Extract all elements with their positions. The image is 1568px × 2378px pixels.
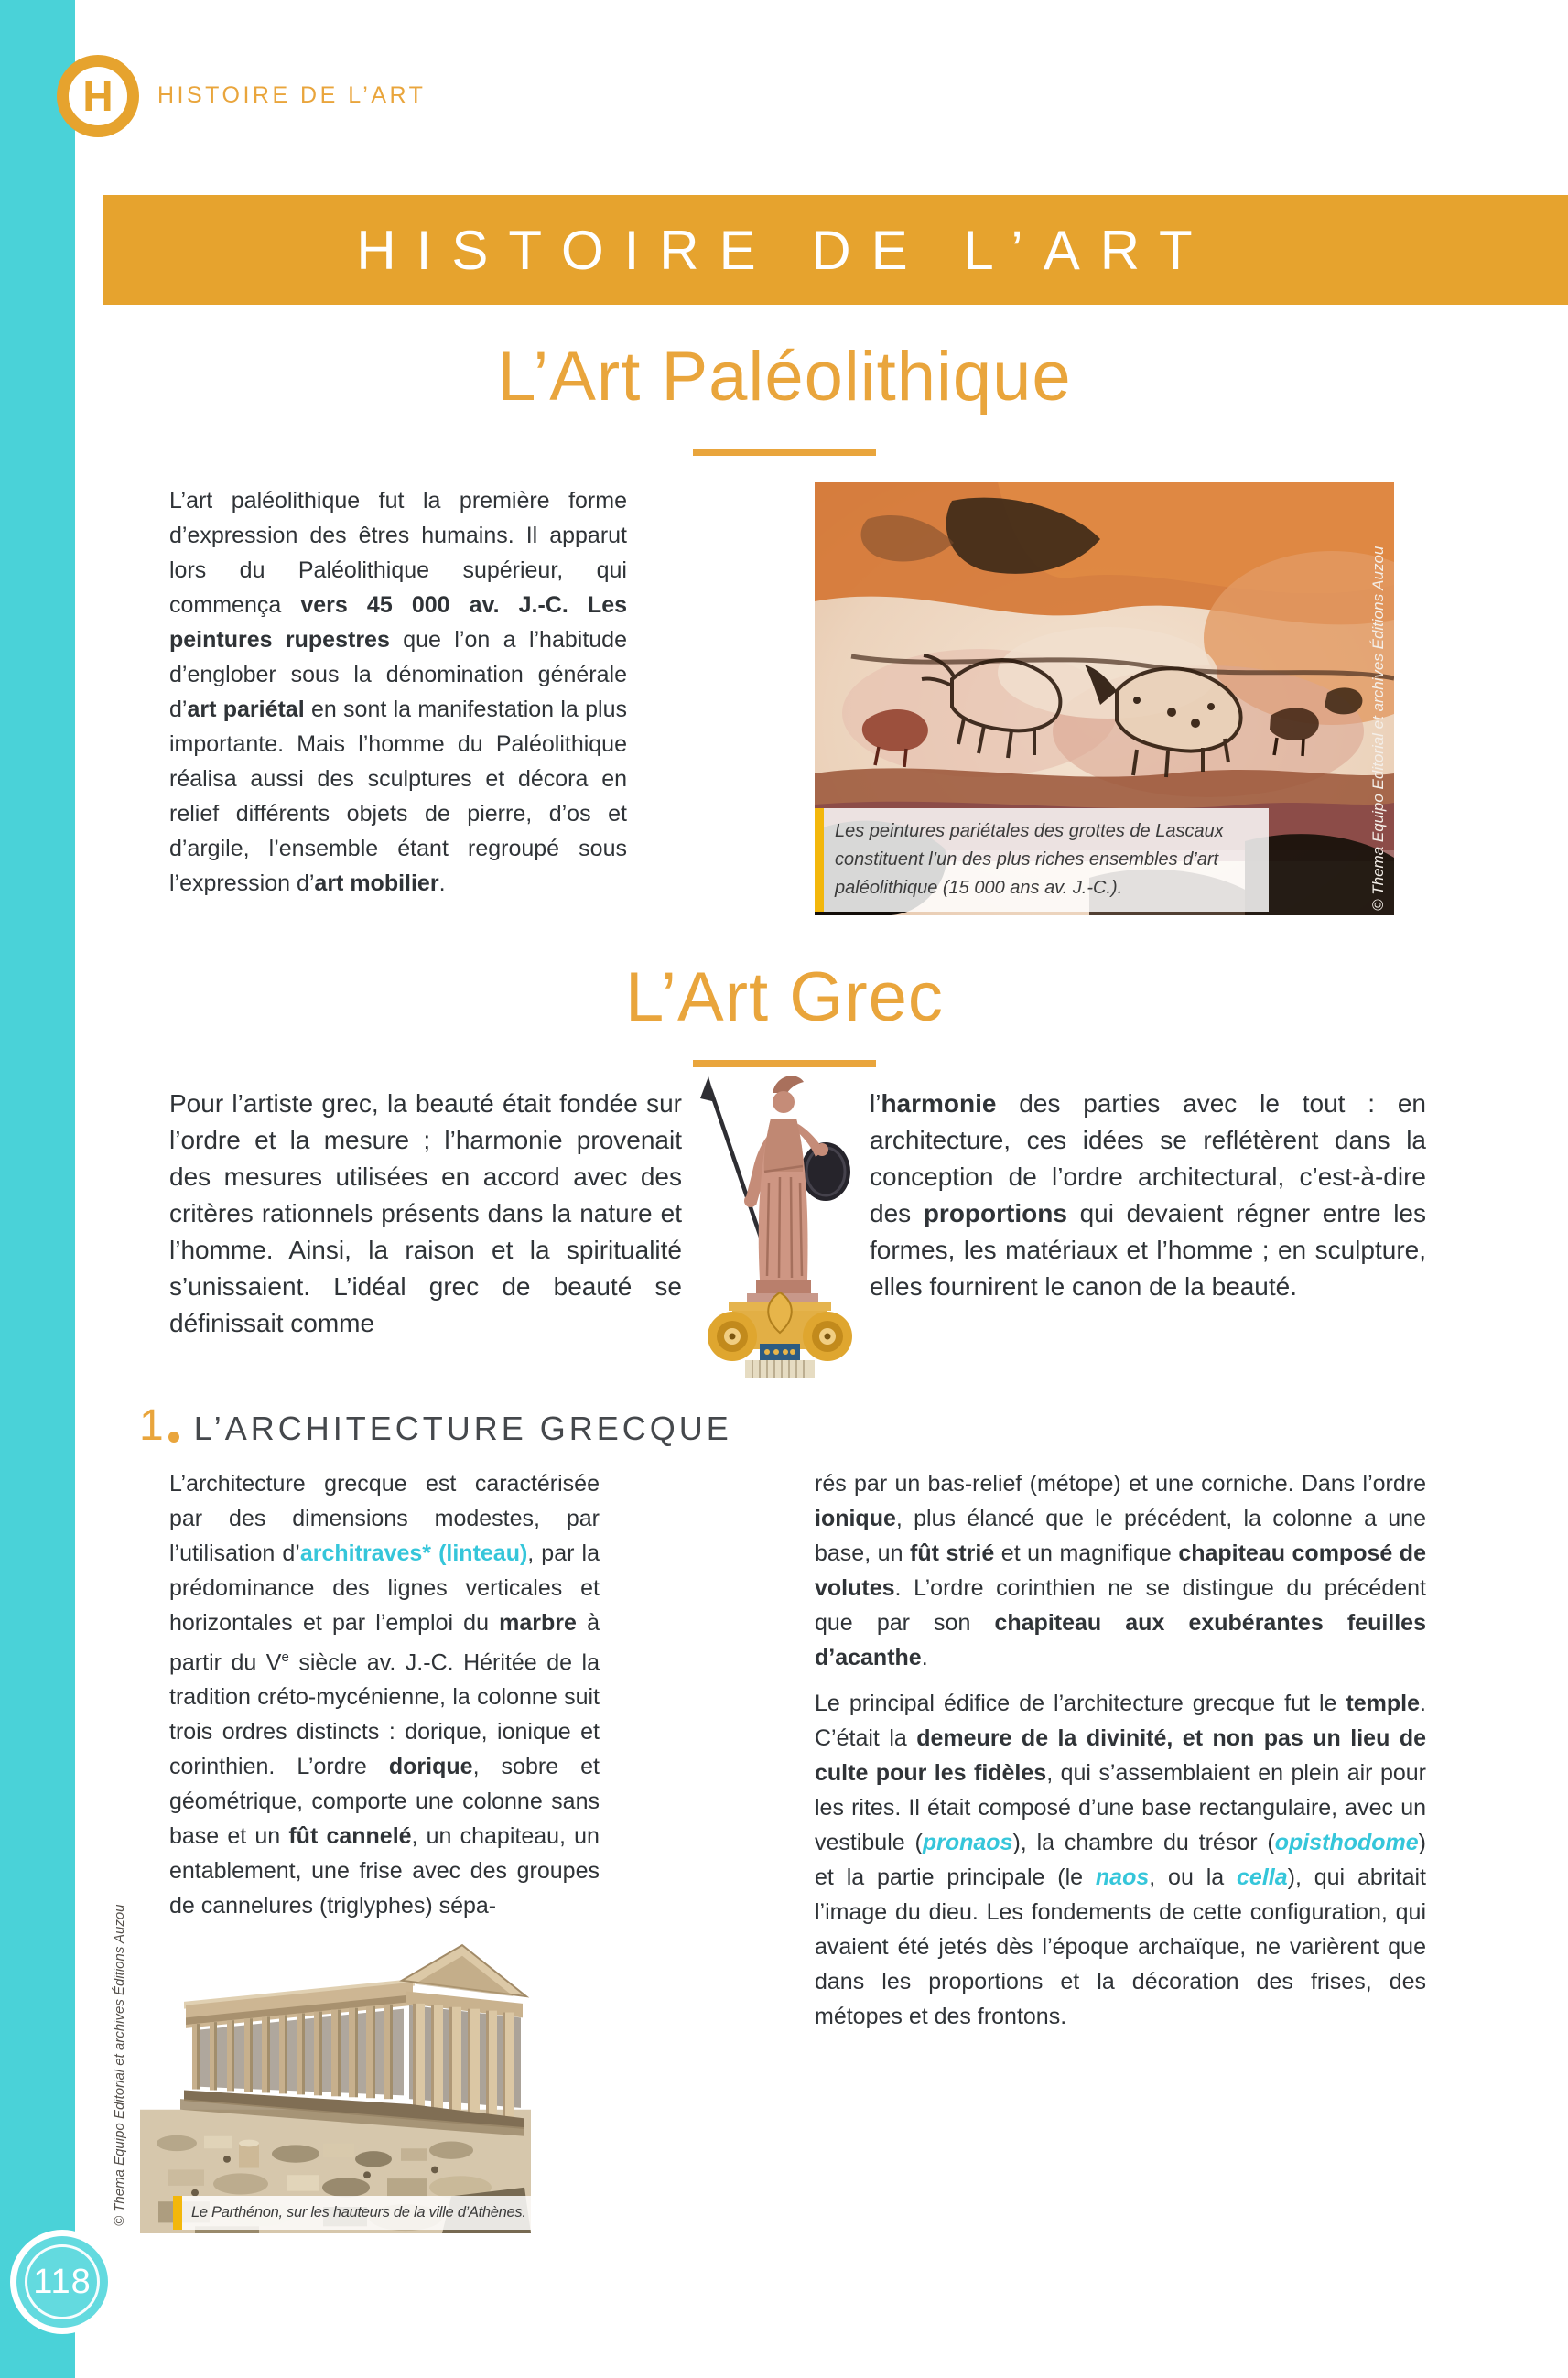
page-number-badge — [10, 2230, 114, 2334]
athena-statue-photo — [688, 1062, 862, 1378]
architecture-paragraph-temple: Le principal édifice de l’architecture grecque fut le temple. C’était la demeure de la divinité, et non pas un lieu de culte pour les fidèles, qui s’assemblaient en plein air pour les rites. Il était composé d’une base rectangulaire, avec un vestibule (pronaos), la chambre du trésor (opisthodome) et la partie principale (le naos, ou la cella), qui abritait l’image du dieu. Les fondements de cette configuration, qui avaient été jetés dès l’époque archaïque, ne varièrent que dans les proportions et la décoration des frises, des métopes et des frontons. — [815, 1691, 1426, 2029]
lascaux-photo-credit: © Thema Equipo Editorial et archives Éditions Auzou — [1369, 546, 1387, 911]
chapter-kicker: HISTOIRE DE L’ART — [157, 82, 427, 108]
parthenon-photo — [140, 1922, 531, 2233]
architecture-right-column — [815, 1466, 1426, 2045]
parthenon-caption — [173, 2196, 531, 2230]
heading-number: 1 — [139, 1401, 164, 1450]
title-underline — [693, 449, 876, 456]
page-number-disc — [16, 2236, 108, 2328]
parthenon-figure — [140, 1922, 531, 2233]
athena-statue-figure — [688, 1062, 862, 1378]
lascaux-caption — [815, 808, 1269, 912]
subsection-heading-architecture — [139, 1401, 732, 1450]
lascaux-figure — [815, 482, 1394, 915]
section-title-grec: L’Art Grec — [625, 958, 944, 1036]
architecture-paragraph-orders: rés par un bas-relief (métope) et une corniche. Dans l’ordre ionique, plus élancé que le précédent, la colonne a une base, un fût strié et un magnifique chapiteau composé de volutes. L’ordre corinthien ne se distingue du précédent que par son chapiteau aux exubérantes feuilles d’acanthe. — [815, 1471, 1426, 1670]
page-number: 118 — [33, 2262, 92, 2301]
heading-number-dot — [168, 1432, 179, 1443]
logo-letter: H — [82, 72, 114, 120]
grec-right-column: l’harmonie des parties avec le tout : en architecture, ces idées se reflétèrent dans la conception de l’ordre architectural, c’est-à-dire des proportions qui devaient régner entre les formes, les matériaux et l’homme ; en sculpture, elles fournirent le canon de la beauté. — [870, 1089, 1426, 1301]
page-number-ring — [25, 2244, 100, 2319]
left-accent-bar — [0, 0, 75, 2378]
lascaux-caption-text: Les peintures pariétales des grottes de Lascaux constituent l’un des plus riches ensembles d’art paléolithique (15 000 ans av. J.-C.). — [824, 808, 1269, 912]
chapter-banner — [103, 195, 1568, 305]
caption-accent-bar — [815, 808, 824, 912]
caption-accent-bar — [173, 2196, 182, 2230]
parthenon-photo-credit: © Thema Equipo Editorial et archives Éditions Auzou — [112, 1904, 127, 2226]
section-title-paleolithique: L’Art Paléolithique — [497, 338, 1072, 416]
grec-left-column: Pour l’artiste grec, la beauté était fondée sur l’ordre et la mesure ; l’harmonie provenait des mesures utilisées en accord avec des critères rationnels présents dans la nature et l’homme. Ainsi, la raison et la spiritualité s’unissaient. L’idéal grec de beauté se définissait comme — [169, 1089, 682, 1337]
architecture-left-column: L’architecture grecque est caractérisée par des dimensions modestes, par l’utilisation d’architraves* (linteau), par la prédominance des lignes verticales et horizontales et par l’emploi du marbre à partir du Ve siècle av. J.-C. Héritée de la tradition créto-mycénienne, la colonne suit trois ordres distincts : dorique, ionique et corinthien. L’ordre dorique, sobre et géométrique, comporte une colonne sans base et un fût cannelé, un chapiteau, un entablement, une frise avec des groupes de cannelures (triglyphes) sépa- — [169, 1471, 600, 1919]
parthenon-caption-text: Le Parthénon, sur les hauteurs de la ville d’Athènes. — [182, 2196, 535, 2230]
heading-label: L’ARCHITECTURE GRECQUE — [193, 1410, 732, 1447]
history-logo-icon — [57, 55, 139, 137]
chapter-banner-title: HISTOIRE DE L’ART — [356, 219, 1213, 281]
paleo-paragraph: L’art paléolithique fut la première forme d’expression des êtres humains. Il apparut lors du Paléolithique supérieur, qui commença vers 45 000 av. J.-C. Les peintures rupestres que l’on a l’habitude d’englober sous la dénomination générale d’art pariétal en sont la manifestation la plus importante. Mais l’homme du Paléolithique réalisa aussi des sculptures et décora en relief différents objets de pierre, d’os et d’argile, l’ensemble étant regroupé sous l’expression d’art mobilier. — [169, 488, 627, 896]
